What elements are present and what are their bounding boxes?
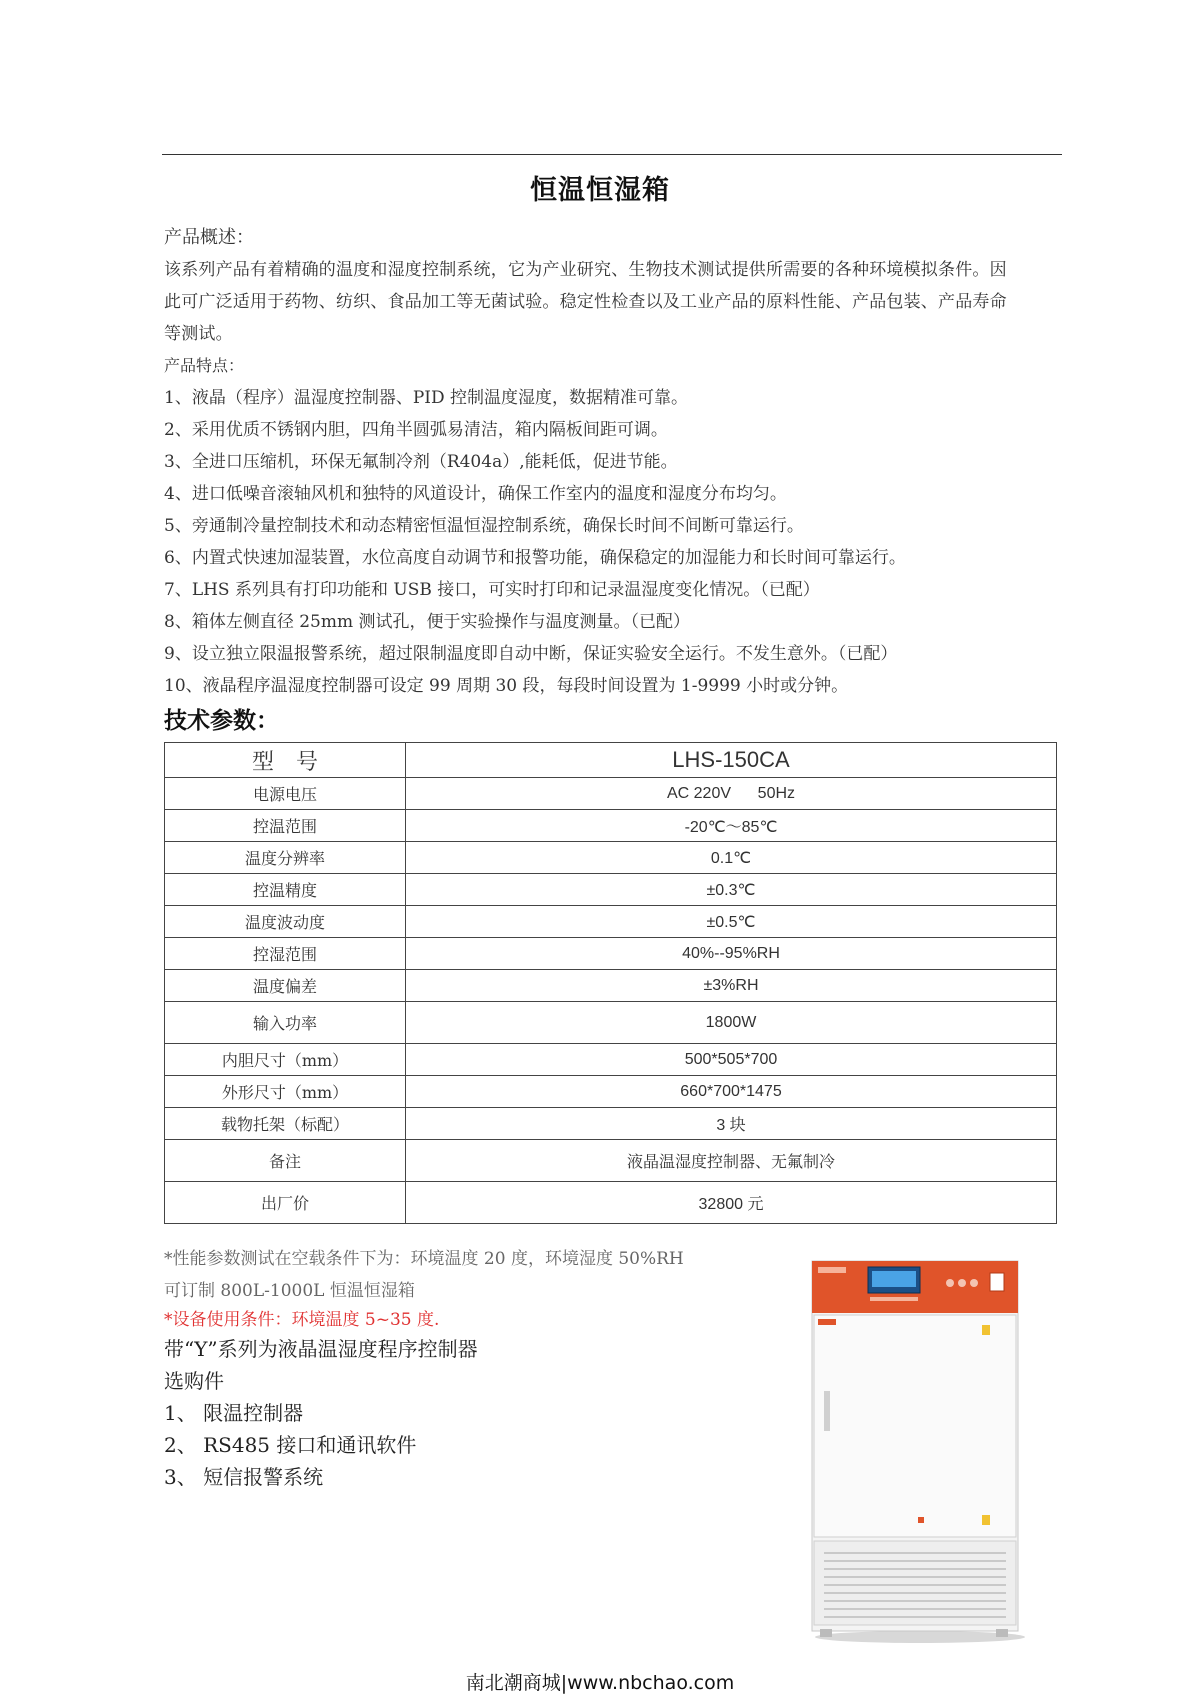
row-value: 0.1℃: [406, 842, 1057, 874]
row-value: ±3%RH: [406, 970, 1057, 1002]
y-series-note: 带“Y”系列为液晶温湿度程序控制器: [164, 1337, 478, 1361]
table-row: [165, 1140, 1057, 1182]
table-header-key: 型号: [165, 743, 406, 778]
row-key: 控温范围: [165, 810, 406, 842]
feature-item: 4、进口低噪音滚轴风机和独特的风道设计，确保工作室内的温度和湿度分布均匀。: [164, 484, 787, 504]
feature-item: 1、液晶（程序）温湿度控制器、PID 控制温度湿度，数据精准可靠。: [164, 388, 689, 408]
table-row: [165, 1002, 1057, 1044]
test-condition-note: *性能参数测试在空载条件下为：环境温度 20 度，环境湿度 50%RH: [164, 1249, 684, 1269]
table-row: [165, 1044, 1057, 1076]
row-key: 电源电压: [165, 778, 406, 810]
notes-section: [164, 1243, 784, 1493]
header-rule: [162, 154, 1062, 155]
row-key: 载物托架（标配）: [165, 1108, 406, 1140]
features-heading: 产品特点：: [164, 356, 245, 375]
feature-item: 9、设立独立限温报警系统，超过限制温度即自动中断，保证实验安全运行。不发生意外。（已配）: [164, 644, 898, 664]
row-key: 外形尺寸（mm）: [165, 1076, 406, 1108]
row-key: 输入功率: [165, 1002, 406, 1044]
feature-item: 3、全进口压缩机，环保无氟制冷剂（R404a）,能耗低，促进节能。: [164, 452, 678, 472]
table-row: [165, 970, 1057, 1002]
overview-line: 该系列产品有着精确的温度和湿度控制系统，它为产业研究、生物技术测试提供所需要的各种环境模拟条件。因: [164, 260, 1007, 280]
spec-table: [164, 742, 1057, 1224]
row-value: -20℃～85℃: [406, 810, 1057, 842]
optional-item: 2、 RS485 接口和通讯软件: [164, 1433, 417, 1457]
feature-item: 2、采用优质不锈钢内胆，四角半圆弧易清洁，箱内隔板间距可调。: [164, 420, 668, 440]
row-key: 温度分辨率: [165, 842, 406, 874]
feature-item: 10、液晶程序温湿度控制器可设定 99 周期 30 段，每段时间设置为 1-9999 小时或分钟。: [164, 676, 849, 696]
feature-item: 6、内置式快速加湿装置，水位高度自动调节和报警功能，确保稳定的加湿能力和长时间可靠运行。: [164, 548, 906, 568]
row-key: 温度偏差: [165, 970, 406, 1002]
feature-item: 7、LHS 系列具有打印功能和 USB 接口，可实时打印和记录温湿度变化情况。（已配）: [164, 580, 820, 600]
table-row: [165, 938, 1057, 970]
door-handle: [824, 1391, 830, 1431]
row-key: 内胆尺寸（mm）: [165, 1044, 406, 1076]
row-key: 温度波动度: [165, 906, 406, 938]
table-header-model: LHS-150CA: [406, 743, 1057, 778]
custom-note: 可订制 800L-1000L 恒温恒湿箱: [164, 1281, 415, 1301]
row-value: 32800 元: [406, 1182, 1057, 1224]
row-value: ±0.5℃: [406, 906, 1057, 938]
optional-item: 3、 短信报警系统: [164, 1465, 324, 1489]
table-row: [165, 1076, 1057, 1108]
row-value: 500*505*700: [406, 1044, 1057, 1076]
row-value: 660*700*1475: [406, 1076, 1057, 1108]
overview-heading: 产品概述：: [164, 227, 254, 248]
table-row: [165, 810, 1057, 842]
table-row: [165, 874, 1057, 906]
usage-condition-note: *设备使用条件：环境温度 5~35 度.: [164, 1310, 440, 1330]
overview-line: 等测试。: [164, 324, 233, 344]
document-title: 恒温恒湿箱: [530, 175, 670, 206]
row-value: 40%--95%RH: [406, 938, 1057, 970]
table-header-row: [165, 743, 1057, 778]
feature-item: 5、旁通制冷量控制技术和动态精密恒温恒湿控制系统，确保长时间不间断可靠运行。: [164, 516, 804, 536]
product-image: [800, 1255, 1030, 1645]
table-row: [165, 842, 1057, 874]
row-value: 1800W: [406, 1002, 1057, 1044]
optional-item: 1、 限温控制器: [164, 1401, 304, 1425]
optional-heading: 选购件: [164, 1369, 224, 1393]
row-key: 出厂价: [165, 1182, 406, 1224]
spec-heading: 技术参数：: [164, 707, 279, 734]
row-key: 控温精度: [165, 874, 406, 906]
footer-text: 南北潮商城|www.nbchao.com: [465, 1672, 735, 1694]
table-row: [165, 778, 1057, 810]
feature-item: 8、箱体左侧直径 25mm 测试孔，便于实验操作与温度测量。（已配）: [164, 612, 690, 632]
row-key: 备注: [165, 1140, 406, 1182]
row-value: 液晶温湿度控制器、无氟制冷: [406, 1140, 1057, 1182]
overview-line: 此可广泛适用于药物、纺织、食品加工等无菌试验。稳定性检查以及工业产品的原料性能、产品包装、产品寿命: [164, 292, 1007, 312]
body-text: [164, 222, 1064, 702]
row-value: 3 块: [406, 1108, 1057, 1140]
row-value: AC 220V 50Hz: [406, 778, 1057, 810]
table-row: [165, 1108, 1057, 1140]
table-row: [165, 906, 1057, 938]
row-key: 控湿范围: [165, 938, 406, 970]
table-row: [165, 1182, 1057, 1224]
row-value: ±0.3℃: [406, 874, 1057, 906]
